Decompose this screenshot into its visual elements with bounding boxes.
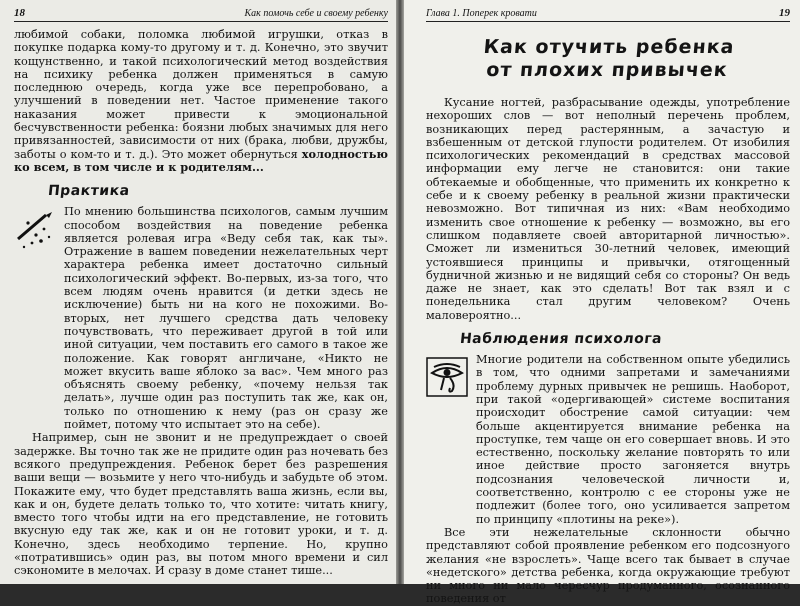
practice-paragraph-2: Например, сын не звонит и не предупреждает о своей задержке. Вы точно так же не придите один раз ночевать без всякого предупреждения. Ребенок берет без разрешения ваши вещи — возьмите у него что-нибудь и забудьте об этом. Покажите ему, что будет представлять ваша жизнь, если вы, как и он, будете делать только то, что хотите: читать книгу, вместо того чтобы идти на его представление, не готовить вкусную еду так же, как и он не готовит уроки, и т. д. Конечно, здесь необходимо терпение. Но, крупно «потратившись» один раз, вы потом много времени и сил сэкономите в мелочах. И сразу в доме станет тише... <box>14 431 388 578</box>
practice-block <box>14 205 388 431</box>
eye-of-horus-icon <box>426 357 468 397</box>
psychologist-paragraph-2: Все эти нежелательные склонности обычно представляют собой проявление ребенком его подсознуого желания «не взрослеть». Чаще всего так бывает в случае «недетского» детства ребенка, когда окружающие требуют ни много ни мало чересчур продуманного, осознанного поведения от <box>426 525 790 606</box>
practice-paragraph-1: По мнению большинства психологов, самым лучшим способом воздействия на поведение ребенка является ролевая игра «Веду себя так, как ты». Отражение в вашем поведении нежелательных черт характера ребенка имеет достаточно сильный психологический эффект. Во-первых, из-за того, что всем людям очень нравится (и детки здесь не исключение) быть ни на кого не похожими. Во-вторых, нет лучшего средства дать человеку почувствовать, что переживает другой в той или иной ситуации, чем поставить его самого в такое же положение. Как говорят англичане, «Никто не может вкусить ваше яблоко за вас». Чем много раз объяснять своему ребенку, «почему нельзя так делать», лучше один раз поступить так же, как он, только по отношению к нему (раз он сразу же поймет, потому что испытает это на себе). <box>64 205 388 432</box>
right-page <box>404 0 800 606</box>
book-gutter <box>396 0 404 584</box>
psychologist-block <box>426 353 790 526</box>
left-page <box>0 0 396 584</box>
psychologist-paragraph-1: Многие родители на собственном опыте убедились в том, что одними запретами и замечаниями проблему дурных привычек не решишь. Наоборот, при такой «одергивающей» системе воспитания происходит обострение самой ситуации: чем больше акцентируется внимание ребенка на проступке, тем чаще он его совершает вновь. И это естественно, поскольку желание повторять то или иное действие просто загоняется внутрь подсознания человеческой личности и, соответственно, контролю с ее стороны уже не подлежит (более того, оно усиливается запретом по принципу «плотины на реке»). <box>476 353 790 526</box>
intro-paragraph: любимой собаки, поломка любимой игрушки, отказ в покупке подарка кому-то другому и т. д. Конечно, это звучит кощунственно, и такой психологический метод воздействия на психику ребенка должен применяться в самую последнюю очередь, когда уже все перепробовано, а улучшений в поведении нет. Частое применение такого наказания может привести к эмоциональной бесчувственности ребенка: боязни любых значимых для него привязанностей, зависимости от них (брака, любви, дружбы, заботы о ком-то и т. д.). Это может обернуться холодностью ко всем, в том числе и к родителям... <box>14 28 388 174</box>
intro-bold-text: холодностью ко всем, в том числе и к родителям... <box>14 146 388 174</box>
chapter-paragraph-1: Кусание ногтей, разбрасывание одежды, употребление нехороших слов — вот неполный перечень проблем, возникающих перед растерянным, а зачастую и взбешенным от детской глупости родителем. От изобилия психологических рекомендаций в средствах массовой информации ему легче не становится: они такие обтекаемые и обобщенные, что применить их конкретно к себе и к своему ребенку в реальной жизни практически невозможно. Вот типичная из них: «Вам необходимо изменить свое отношение к ребенку — возможно, вы его слишком подавляете своей авторитарной личностью». Сможет ли измениться 30-летний человек, имеющий устоявшиеся принципы и привычки, отягощенный будничной жизнью и не видящий себя со стороны? Он ведь даже не знает, как это сделать! Вот так взял и с понедельника стал другим человеком? Очень маловероятно... <box>426 96 790 322</box>
running-head-left: Как помочь себе и своему ребенку <box>244 8 388 19</box>
page-number-left: 18 <box>14 7 25 19</box>
section-title-practice: Практика <box>47 183 131 200</box>
running-head-right: Глава 1. Поперек кровати <box>426 8 537 19</box>
section-title-psychologist: Наблюдения психолога <box>459 331 663 348</box>
pen-stars-icon <box>14 209 56 253</box>
chapter-title: Как отучить ребенка от плохих привычек <box>482 36 736 81</box>
running-header-right <box>426 0 790 22</box>
running-header-left <box>14 0 388 22</box>
page-number-right: 19 <box>779 7 790 19</box>
